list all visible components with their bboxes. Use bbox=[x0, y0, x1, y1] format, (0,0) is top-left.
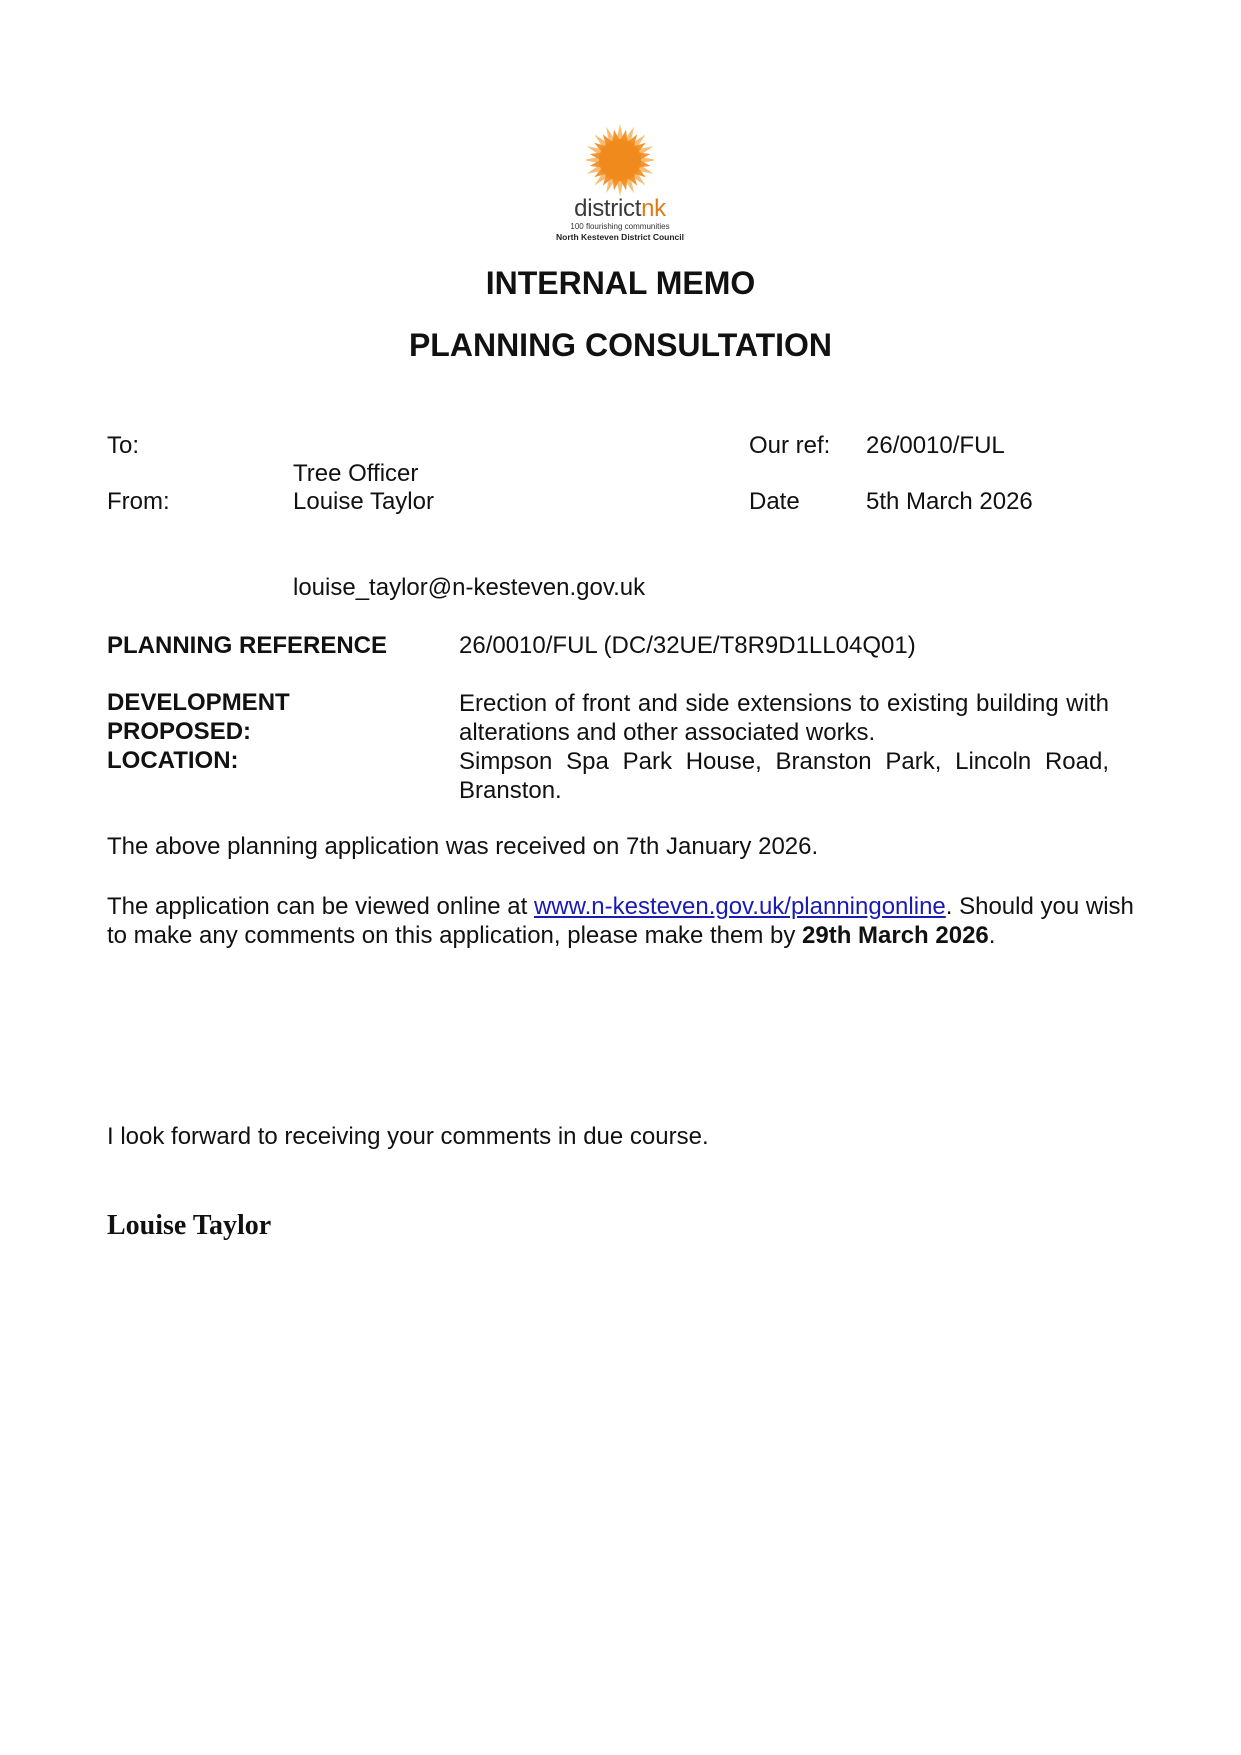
to-value: Tree Officer bbox=[293, 460, 419, 487]
planning-reference-value: 26/0010/FUL (DC/32UE/T8R9D1LL04Q01) bbox=[459, 632, 916, 659]
logo-tagline: 100 flourishing communities bbox=[570, 222, 670, 231]
from-value: Louise Taylor bbox=[293, 488, 434, 515]
received-paragraph: The above planning application was received on 7th January 2026. bbox=[107, 833, 819, 860]
logo-brand-prefix: district bbox=[574, 195, 642, 222]
development-label-line1: DEVELOPMENT bbox=[107, 689, 290, 716]
view-text-before: The application can be viewed online at bbox=[107, 893, 534, 920]
our-ref-label: Our ref: bbox=[749, 432, 831, 459]
sun-core bbox=[599, 139, 641, 181]
from-label: From: bbox=[107, 488, 170, 515]
signature: Louise Taylor bbox=[107, 1210, 272, 1241]
comment-deadline: 29th March 2026 bbox=[802, 922, 989, 949]
location-value: Simpson Spa Park House, Branston Park, Lincoln Road, Branston. bbox=[459, 748, 1109, 804]
email-address: louise_taylor@n-kesteven.gov.uk bbox=[293, 574, 646, 601]
date-label: Date bbox=[749, 488, 800, 515]
logo-council-name: North Kesteven District Council bbox=[556, 232, 684, 242]
date-value: 5th March 2026 bbox=[866, 488, 1033, 515]
closing-paragraph: I look forward to receiving your comments in due course. bbox=[107, 1123, 709, 1150]
view-text-end: . bbox=[988, 922, 996, 949]
logo-brand bbox=[545, 195, 695, 223]
planning-reference-label: PLANNING REFERENCE bbox=[107, 632, 388, 659]
planning-online-link[interactable]: www.n-kesteven.gov.uk/planningonline bbox=[533, 893, 946, 920]
memo-title: INTERNAL MEMO bbox=[485, 265, 756, 301]
our-ref-value: 26/0010/FUL bbox=[866, 432, 1005, 459]
view-online-paragraph bbox=[107, 892, 1137, 950]
development-label-line2: PROPOSED: bbox=[107, 718, 252, 745]
council-logo bbox=[545, 123, 695, 245]
logo-brand-suffix: nk bbox=[641, 195, 666, 222]
location-label: LOCATION: bbox=[107, 747, 239, 774]
memo-subtitle: PLANNING CONSULTATION bbox=[408, 327, 833, 363]
to-label: To: bbox=[107, 432, 140, 459]
view-text-after: . Should you wish to make any comments on this application, please make them by bbox=[107, 893, 1134, 949]
sun-emblem-icon bbox=[545, 123, 695, 198]
development-value: Erection of front and side extensions to existing building with alterations and other associated works. bbox=[459, 690, 1109, 746]
